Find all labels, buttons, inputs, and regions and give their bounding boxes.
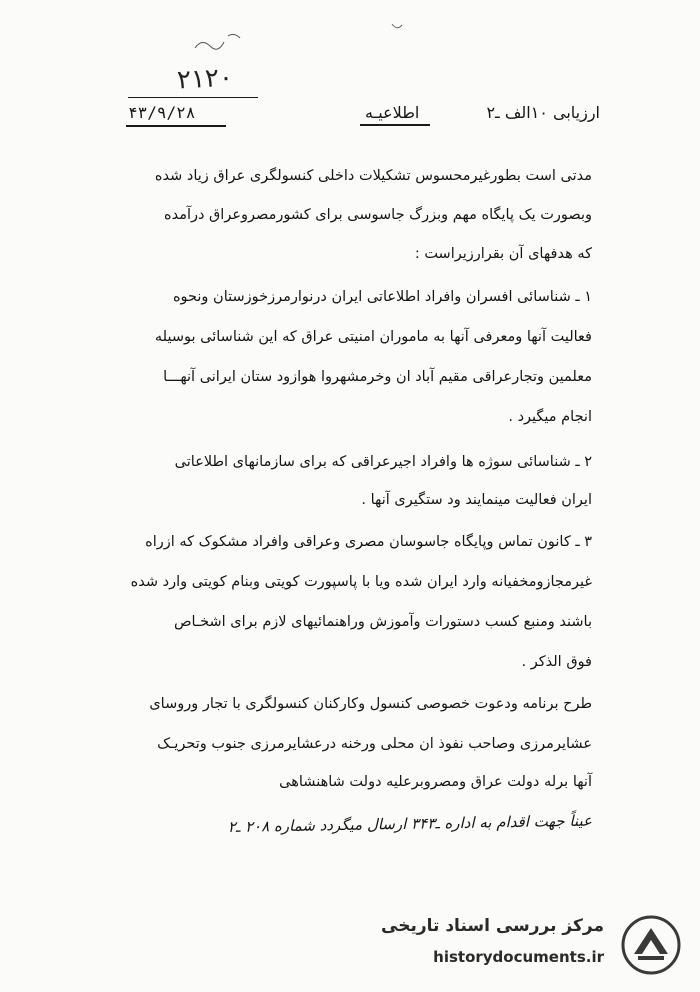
plan-line: عشایرمرزی وصاحب نفوذ ان محلی ورخنه درعشایرمرزی جنوب وتحریـک [157,736,592,752]
item-3-line: غیرمجازومخفیانه وارد ایران شده ویا با پاسپورت کویتی وبنام کویتی وارد شده [130,574,592,590]
plan-line: آنها برله دولت عراق ومصروبرعلیه دولت شاهنشاهی [279,774,592,790]
intro-line: که هدفهای آن بقرارزیراست : [414,246,592,262]
document-header [120,103,600,139]
archive-watermark [381,914,682,976]
item-3-line: فوق الذکر . [521,654,592,670]
watermark-title: مرکز بررسی اسناد تاریخی [381,916,604,936]
item-1-line: ۱ ـ شناسائی افسران وافراد اطلاعاتی ایران درنوارمرزخوزستان ونحوه [172,289,592,305]
document-title: اطلاعیـه [365,103,420,122]
item-3-line: باشند ومنبع کسب دستورات وآموزش وراهنمائیهای لازم برای اشخـاص [173,614,592,630]
handwritten-note: عیناً جهت اقدام به اداره ـ۳۴۳ ارسال میگردد شماره ۲۰۸ ـ۲ [227,811,593,836]
item-3-line: ۳ ـ کانون تماس وپایگاه جاسوسان مصری وعراقی وافراد مشکوک که ازراه [145,534,592,550]
intro-line: مدتی است بطورغیرمحسوس تشکیلات داخلی کنسولگری عراق زیاد شده [154,168,592,184]
pencil-scribble [190,28,250,58]
item-1-line: معلمین وتجارعراقی مقیم آباد ان وخرمشهروا هوازود ستان ایرانی آنهـــا [163,369,592,385]
item-1-line: انجام میگیرد . [508,409,592,425]
number-underline [128,97,258,98]
intro-line: وبصورت یک پایگاه مهم وبزرگ جاسوسی برای کشورمصروعراق درآمده [163,207,592,223]
date-underline [126,125,226,127]
pencil-mark [390,22,404,36]
document-date: ۴۳/۹/۲۸ [128,103,196,122]
item-1-line: فعالیت آنها ومعرفی آنها به ماموران امنیتی عراق که این شناسائی بوسیله [154,329,592,345]
handwritten-file-number: ۲۱۲۰ [176,62,234,96]
reference-code: ارزیابی ۱۰الف ـ۲ [486,103,600,122]
watermark-url: historydocuments.ir [433,948,604,966]
item-2-line: ۲ ـ شناسائی سوژه ها وافراد اجیرعراقی که برای سازمانهای اطلاعاتی [174,454,592,470]
title-underline [360,124,430,126]
archive-logo-icon [620,914,682,976]
plan-line: طرح برنامه ودعوت خصوصی کنسول وکارکنان کنسولگری با تجار وروسای [149,696,592,712]
item-2-line: ایران فعالیت مینمایند ود ستگیری آنها . [361,492,592,508]
